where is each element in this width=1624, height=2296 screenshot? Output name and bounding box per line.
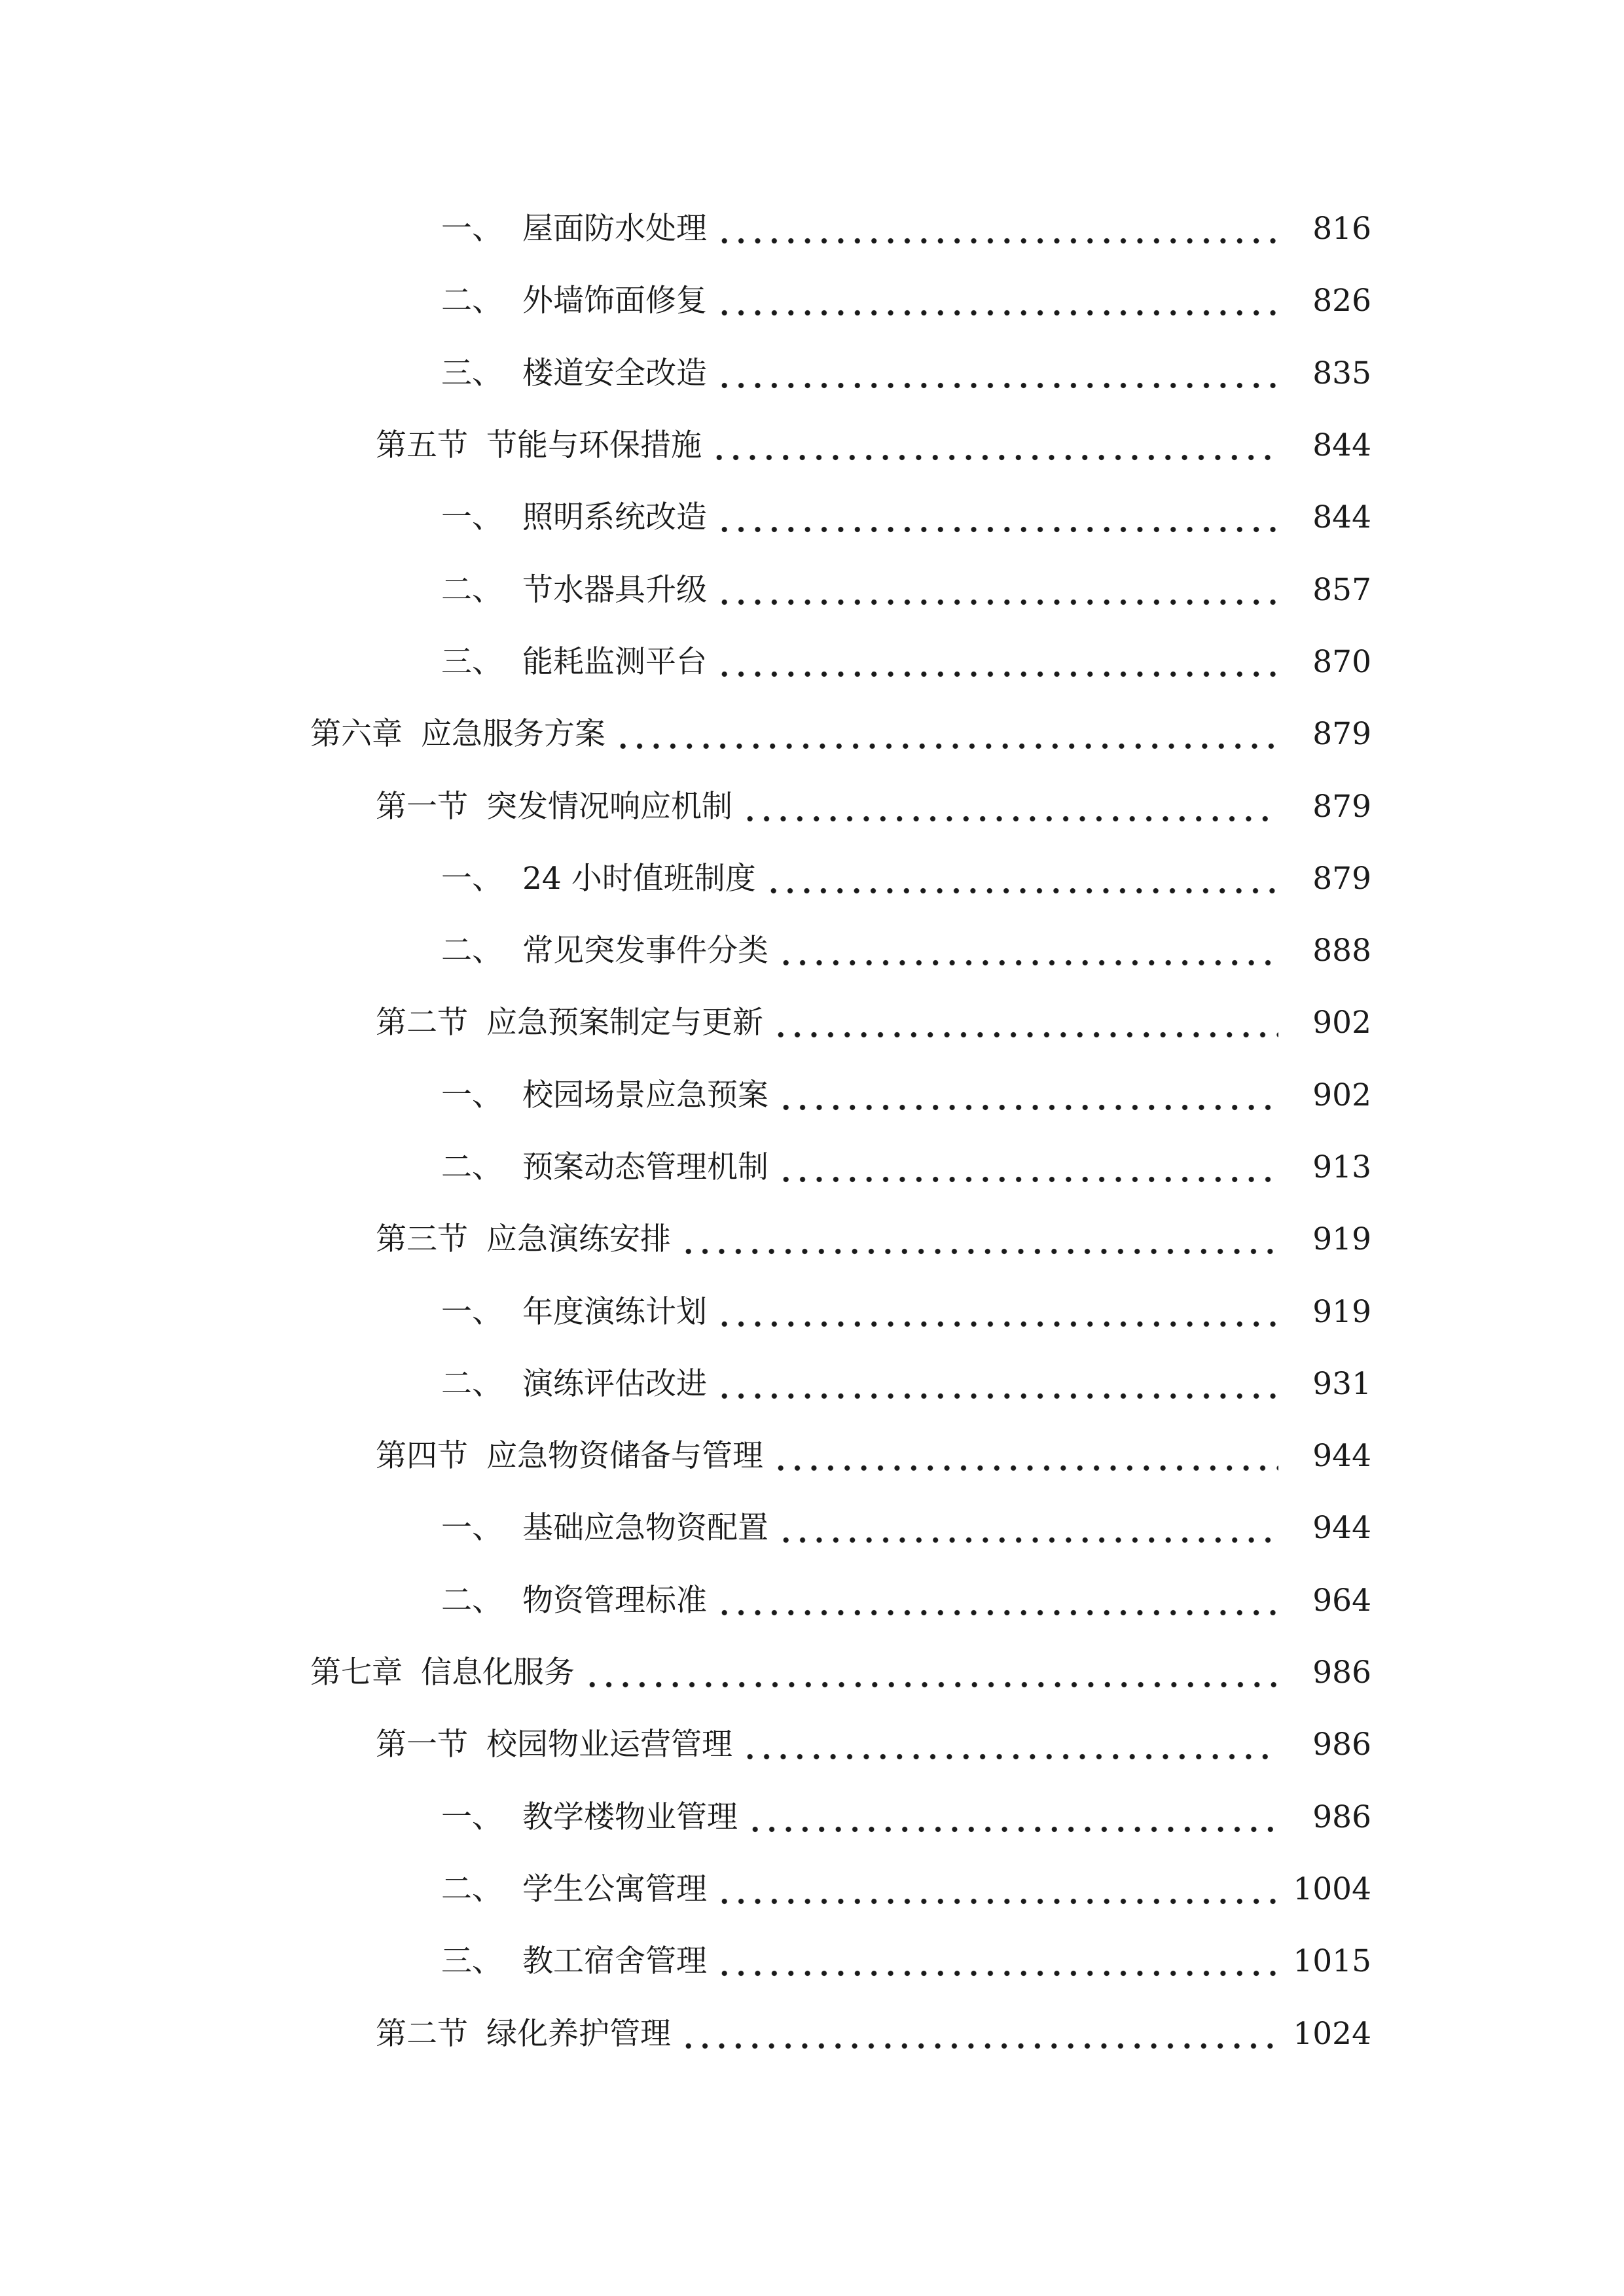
- toc-dot-leader: [778, 1076, 1278, 1115]
- toc-entry-number: 第一节: [376, 788, 468, 825]
- toc-dot-leader: [778, 931, 1278, 971]
- toc-dot-leader: [765, 859, 1278, 899]
- toc-entry-label: [376, 1220, 671, 1259]
- toc-dot-leader: [716, 1293, 1278, 1332]
- toc-entry-number: 一、: [441, 1799, 503, 1835]
- table-of-contents: [0, 193, 1624, 2070]
- toc-entry-title: 应急演练安排: [486, 1221, 671, 1258]
- toc-entry-page-number: 902: [1312, 1077, 1371, 1113]
- toc-entry-page-number: 1004: [1293, 1871, 1371, 1907]
- toc-entry-number: 第二节: [376, 1005, 468, 1041]
- toc-entry-page-number: 835: [1312, 355, 1371, 391]
- toc-entry-title: 能耗监测平台: [522, 643, 707, 680]
- toc-entry-page-number: 816: [1312, 211, 1371, 247]
- toc-dot-leader: [716, 643, 1278, 682]
- toc-entry-label: [441, 209, 707, 249]
- toc-entry-title: 教学楼物业管理: [522, 1799, 738, 1835]
- toc-entry-number: 一、: [441, 1077, 503, 1113]
- toc-entry-label: [441, 498, 707, 537]
- toc-dot-leader: [716, 1365, 1278, 1404]
- toc-entry-number: 第二节: [376, 2015, 468, 2052]
- toc-entry-page-number: 919: [1312, 1293, 1371, 1330]
- toc-entry-label: [441, 281, 707, 321]
- toc-entry-page-number: 844: [1312, 499, 1371, 536]
- toc-entry-page-number: 870: [1312, 643, 1371, 680]
- toc-entry-title: 应急物资储备与管理: [486, 1438, 763, 1475]
- toc-entry-label: [441, 931, 768, 971]
- toc-entry[interactable]: [0, 1782, 1624, 1854]
- toc-entry-title: 信息化服务: [421, 1655, 575, 1691]
- toc-dot-leader: [716, 1942, 1278, 1981]
- toc-entry-title: 预案动态管理机制: [522, 1149, 768, 1185]
- toc-dot-leader: [680, 2015, 1278, 2054]
- toc-entry-title: 常见突发事件分类: [522, 933, 768, 969]
- toc-entry-number: 第五节: [376, 427, 468, 464]
- toc-entry-label: [376, 787, 732, 827]
- toc-entry-number: 一、: [441, 860, 503, 897]
- toc-entry[interactable]: [0, 1420, 1624, 1492]
- toc-entry[interactable]: [0, 1204, 1624, 1276]
- toc-entry-number: 三、: [441, 355, 503, 391]
- toc-entry-page-number: 902: [1312, 1005, 1371, 1041]
- toc-entry[interactable]: [0, 1637, 1624, 1709]
- toc-dot-leader: [716, 354, 1278, 393]
- toc-dot-leader: [615, 715, 1278, 754]
- toc-entry-title: 应急服务方案: [421, 716, 605, 753]
- toc-entry-title: 演练评估改进: [522, 1365, 707, 1402]
- toc-dot-leader: [778, 1509, 1278, 1548]
- toc-entry-number: 一、: [441, 1510, 503, 1547]
- toc-entry-page-number: 913: [1312, 1149, 1371, 1185]
- toc-entry-number: 三、: [441, 643, 503, 680]
- toc-entry-page-number: 919: [1312, 1221, 1371, 1258]
- toc-dot-leader: [778, 1148, 1278, 1187]
- toc-entry[interactable]: [0, 1854, 1624, 1926]
- toc-entry-label: [441, 1509, 768, 1548]
- toc-entry-number: 二、: [441, 1582, 503, 1619]
- toc-entry-title: 基础应急物资配置: [522, 1510, 768, 1547]
- toc-entry-title: 学生公寓管理: [522, 1871, 707, 1907]
- toc-dot-leader: [772, 1437, 1278, 1476]
- toc-entry-page-number: 879: [1312, 716, 1371, 753]
- toc-entry-number: 第七章: [310, 1655, 403, 1691]
- toc-entry-label: [441, 859, 756, 899]
- toc-entry-page-number: 888: [1312, 933, 1371, 969]
- toc-entry-title: 应急预案制定与更新: [486, 1005, 763, 1041]
- toc-entry-number: 二、: [441, 1365, 503, 1402]
- toc-entry-label: [441, 1365, 707, 1404]
- toc-entry-page-number: 944: [1312, 1438, 1371, 1475]
- toc-entry[interactable]: [0, 410, 1624, 482]
- toc-entry-page-number: 986: [1312, 1727, 1371, 1763]
- toc-entry-title: 校园物业运营管理: [486, 1727, 732, 1763]
- toc-entry-title: 物资管理标准: [522, 1582, 707, 1619]
- toc-entry[interactable]: [0, 1060, 1624, 1132]
- toc-dot-leader: [742, 787, 1278, 827]
- toc-entry-label: [441, 1870, 707, 1909]
- toc-dot-leader: [716, 571, 1278, 610]
- toc-dot-leader: [716, 1870, 1278, 1909]
- toc-entry-title: 绿化养护管理: [486, 2015, 671, 2052]
- toc-entry-number: 第六章: [310, 716, 403, 753]
- toc-entry-number: 第四节: [376, 1438, 468, 1475]
- toc-entry[interactable]: [0, 1926, 1624, 1998]
- toc-entry-number: 一、: [441, 211, 503, 247]
- toc-entry-label: [310, 1653, 575, 1693]
- toc-entry[interactable]: [0, 843, 1624, 915]
- toc-entry-title: 年度演练计划: [522, 1293, 707, 1330]
- toc-entry-label: [441, 643, 707, 682]
- toc-entry[interactable]: [0, 1998, 1624, 2070]
- toc-entry[interactable]: [0, 482, 1624, 554]
- toc-entry-title: 节能与环保措施: [486, 427, 702, 464]
- toc-entry-title: 照明系统改造: [522, 499, 707, 536]
- toc-dot-leader: [680, 1220, 1278, 1259]
- toc-entry-title: 教工宿舍管理: [522, 1943, 707, 1980]
- toc-entry-page-number: 879: [1312, 788, 1371, 825]
- toc-entry-number: 二、: [441, 1149, 503, 1185]
- toc-entry[interactable]: [0, 1709, 1624, 1781]
- toc-entry-number: 第三节: [376, 1221, 468, 1258]
- toc-entry-title: 楼道安全改造: [522, 355, 707, 391]
- toc-entry-label: [441, 1148, 768, 1187]
- toc-entry-page-number: 857: [1312, 571, 1371, 608]
- toc-entry[interactable]: [0, 193, 1624, 265]
- toc-entry-label: [376, 1437, 763, 1476]
- toc-entry-page-number: 879: [1312, 860, 1371, 897]
- toc-entry-number: 一、: [441, 499, 503, 536]
- toc-entry[interactable]: [0, 338, 1624, 410]
- toc-entry[interactable]: [0, 554, 1624, 626]
- toc-dot-leader: [742, 1725, 1278, 1765]
- toc-entry[interactable]: [0, 915, 1624, 987]
- toc-entry-title: 校园场景应急预案: [522, 1077, 768, 1113]
- toc-entry-title: 24 小时值班制度: [522, 860, 756, 897]
- toc-entry[interactable]: [0, 1132, 1624, 1204]
- toc-entry-title: 节水器具升级: [522, 571, 707, 608]
- toc-dot-leader: [716, 1581, 1278, 1621]
- toc-entry-label: [441, 354, 707, 393]
- toc-entry[interactable]: [0, 987, 1624, 1059]
- toc-dot-leader: [772, 1003, 1278, 1043]
- toc-entry-number: 二、: [441, 1871, 503, 1907]
- toc-entry-label: [376, 1725, 732, 1765]
- toc-entry-page-number: 844: [1312, 427, 1371, 464]
- toc-entry-label: [441, 571, 707, 610]
- toc-entry-label: [441, 1076, 768, 1115]
- toc-entry[interactable]: [0, 698, 1624, 770]
- toc-entry-number: 第一节: [376, 1727, 468, 1763]
- toc-entry[interactable]: [0, 770, 1624, 842]
- toc-entry-number: 二、: [441, 283, 503, 319]
- toc-entry-number: 二、: [441, 933, 503, 969]
- toc-entry-page-number: 826: [1312, 283, 1371, 319]
- toc-entry-number: 一、: [441, 1293, 503, 1330]
- toc-entry[interactable]: [0, 265, 1624, 337]
- toc-entry-page-number: 1015: [1293, 1943, 1371, 1980]
- toc-dot-leader: [716, 209, 1278, 249]
- toc-entry-label: [376, 2015, 671, 2054]
- toc-entry[interactable]: [0, 626, 1624, 698]
- toc-entry-page-number: 964: [1312, 1582, 1371, 1619]
- toc-entry-label: [441, 1293, 707, 1332]
- toc-entry-page-number: 986: [1312, 1655, 1371, 1691]
- toc-entry-page-number: 1024: [1293, 2015, 1371, 2052]
- toc-entry-label: [376, 1003, 763, 1043]
- toc-dot-leader: [747, 1798, 1278, 1837]
- toc-entry-page-number: 986: [1312, 1799, 1371, 1835]
- toc-entry-title: 突发情况响应机制: [486, 788, 732, 825]
- toc-entry[interactable]: [0, 1565, 1624, 1637]
- toc-entry[interactable]: [0, 1492, 1624, 1564]
- toc-entry-title: 外墙饰面修复: [522, 283, 707, 319]
- toc-entry-page-number: 944: [1312, 1510, 1371, 1547]
- toc-entry-label: [441, 1798, 738, 1837]
- toc-entry-number: 三、: [441, 1943, 503, 1980]
- toc-entry[interactable]: [0, 1276, 1624, 1348]
- toc-entry-title: 屋面防水处理: [522, 211, 707, 247]
- toc-dot-leader: [584, 1653, 1278, 1693]
- toc-dot-leader: [716, 281, 1278, 321]
- toc-entry-label: [310, 715, 605, 754]
- toc-entry-label: [376, 426, 702, 465]
- toc-entry-page-number: 931: [1312, 1365, 1371, 1402]
- toc-entry-label: [441, 1581, 707, 1621]
- toc-dot-leader: [716, 498, 1278, 537]
- toc-entry-label: [441, 1942, 707, 1981]
- toc-entry-number: 二、: [441, 571, 503, 608]
- toc-entry[interactable]: [0, 1348, 1624, 1420]
- toc-dot-leader: [711, 426, 1278, 465]
